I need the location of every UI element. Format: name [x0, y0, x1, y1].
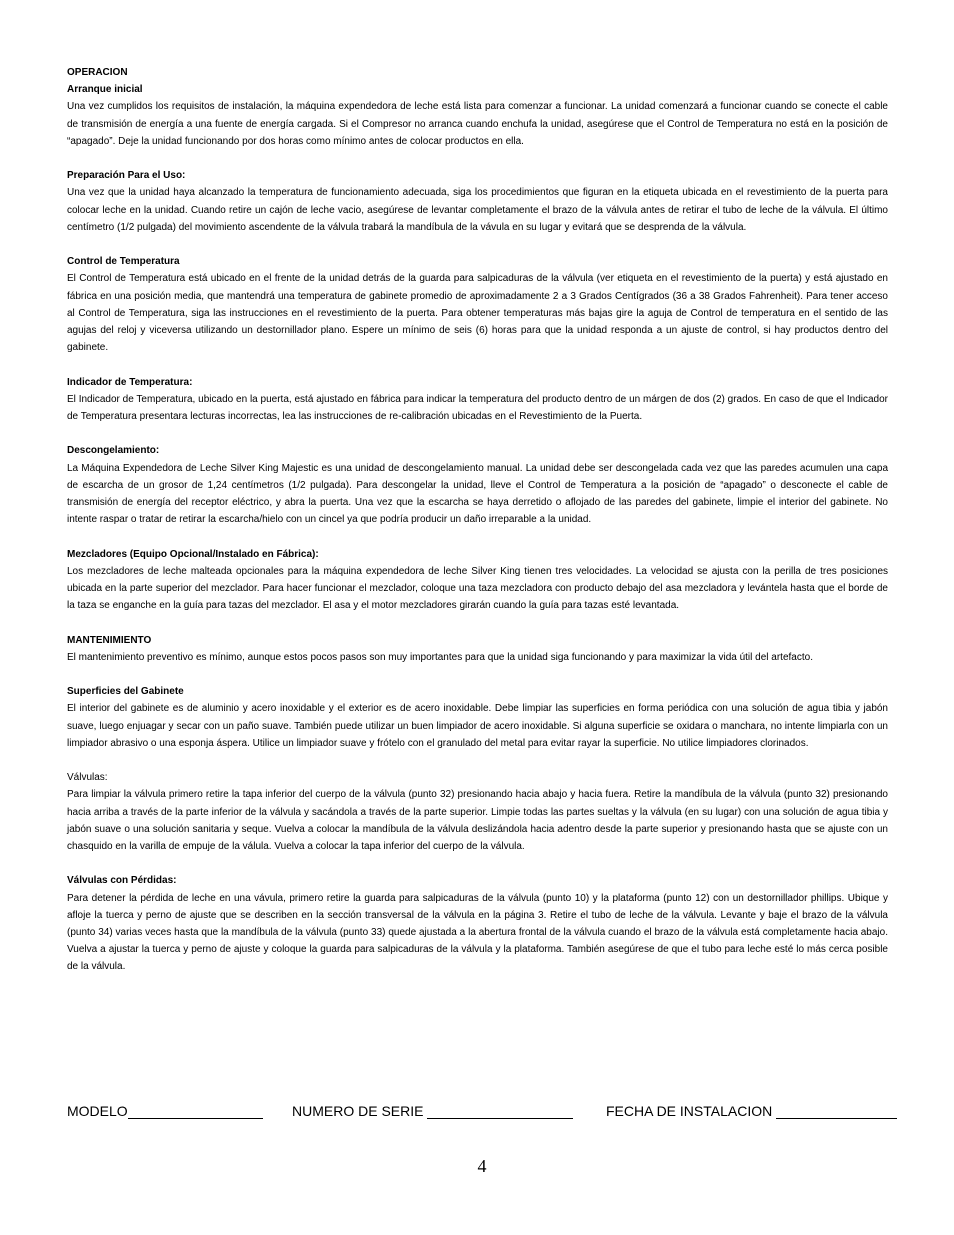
perdidas-title: Válvulas con Pérdidas: [67, 875, 177, 887]
superficies-title: Superficies del Gabinete [67, 686, 184, 698]
mezcladores-title: Mezcladores (Equipo Opcional/Instalado en Fábrica): [67, 548, 319, 560]
page-number: 4 [477, 1156, 487, 1176]
modelo-label: MODELO [67, 1103, 128, 1119]
indicador-title: Indicador de Temperatura: [67, 376, 193, 388]
mantenimiento-body: El mantenimiento preventivo es mínimo, aunque estos pocos pasos son muy importantes para que la unidad siga funcionando y para maximizar la vida útil del artefacto. [67, 651, 813, 663]
document-body [67, 64, 888, 976]
arranque-title: Arranque inicial [67, 84, 143, 96]
registration-fields [67, 1102, 898, 1124]
operacion-heading: OPERACION [67, 67, 128, 78]
mantenimiento-title: MANTENIMIENTO [67, 634, 152, 646]
descongelamiento-body: La Máquina Expendedora de Leche Silver King Majestic es una unidad de descongelamiento manual. La unidad debe ser descongelada cada vez que las paredes acumulen una capa de escarcha de un grosor de 1,24 centímetros (1/2 pulgada). Para descongelar la unidad, lleve el Control de Temperatura a la posición de “apagado” o desconecte el cable de transmisión de energía del receptor eléctrico, y abra la puerta. Una vez que la escarcha se haya derretido o aflojado de las paredes del gabinete, limpie el interior del gabinete. No intente raspar o tratar de retirar la escarcha/hielo con un cincel ya que podría producir un daño irreparable a la unidad. [67, 462, 888, 526]
serie-line[interactable] [427, 1102, 573, 1119]
descongelamiento-title: Descongelamiento: [67, 445, 160, 457]
valvulas-title: Válvulas: [67, 772, 108, 784]
perdidas-body: Para detener la pérdida de leche en una vávula, primero retire la guarda para salpicaduras de la válvula (punto 10) y la plataforma (punto 12) con un destornillador phillips. Ubique y afloje la tuerca y perno de ajuste que se describen en la sección transversal de la válvula en la página 3. Retire el tubo de leche de la válvula. Levante y baje el brazo de la válvula (punto 34) varias veces hasta que la mandíbula de la válvula (punto 33) quede ajustada a la abertura frontal de la válvula cuando el brazo de la válvula está completamente hacia abajo. Vuelva a ajustar la tuerca y perno de ajuste y coloque la guarda para salpicaduras de la válvula y la plataforma. También asegúrese de que el tubo para leche esté lo más cerca posible de la válvula. [67, 892, 888, 973]
serie-label: NUMERO DE SERIE [292, 1103, 424, 1119]
preparacion-body: Una vez que la unidad haya alcanzado la temperatura de funcionamiento adecuada, siga los procedimientos que figuran en la etiqueta ubicada en el revestimiento de la puerta para colocar leche en la unidad. Cuando retire un cajón de leche vacio, asegúrese de levantar completamente el brazo de la válvula antes de retirar el tubo de leche de la válvula. El último centímetro (1/2 pulgada) del movimiento ascendente de la válvula trabará la mandíbula de la vávula en su lugar y evitará que se desprenda de la válvula. [67, 187, 888, 233]
fecha-field[interactable] [606, 1102, 897, 1119]
control-title: Control de Temperatura [67, 256, 180, 268]
mezcladores-body: Los mezcladores de leche malteada opcionales para la máquina expendedora de leche Silver King tienen tres velocidades. La velocidad se ajusta con la perilla de tres posiciones ubicada en la parte superior del mezclador. Para hacer funcionar el mezclador, coloque una taza mezcladora con producto debajo del asa mezcladora y levántela hasta que el borde de la taza se enganche en la guía para tazas del mezclador. El asa y el motor mezcladores girarán cuando la guía para tazas esté levantada. [67, 565, 888, 612]
superficies-body: El interior del gabinete es de aluminio y acero inoxidable y el exterior es de acero inoxidable. Debe limpiar las superficies en forma periódica con una solución de agua tibia y jabón suave, luego enjuagar y secar con un paño suave. También puede utilizar un buen limpiador de acero inoxidable. Si alguna superficie se oxidara o manchara, no intente limpiarla con un limpiador abrasivo o una esponja áspera. Utilice un limpiador suave y frótelo con el granulado del metal para evitar rayar la superficie. No utilice limpiadores clorinados. [67, 703, 888, 749]
control-body: El Control de Temperatura está ubicado en el frente de la unidad detrás de la guarda para salpicaduras de la válvula (ver etiqueta en el revestimiento de la puerta) y está ajustado en fábrica en una posición media, que mantendrá una temperatura de gabinete promedio de aproximadamente 2 a 3 Grados Centígrados (36 a 38 Grados Fahrenheit). Para tener acceso al Control de Temperatura, siga las instrucciones en el revestimiento de la puerta. Para obtener temperaturas más bajas gire la aguja de Control de temperatura en el sentido de las agujas del reloj y viceversa utilizando un destornillador plano. Espere un mínimo de seis (6) horas para que la unidad responda a un ajuste de control, si hay productos dentro del gabinete. [67, 273, 888, 354]
modelo-line[interactable] [128, 1102, 263, 1119]
fecha-label: FECHA DE INSTALACION [606, 1103, 773, 1119]
indicador-body: El Indicador de Temperatura, ubicado en la puerta, está ajustado en fábrica para indicar la temperatura del producto dentro de un márgen de dos (2) grados. En caso de que el Indicador de Temperatura presentara lecturas incorrectas, lea las instrucciones de re-calibración ubicadas en el Revestimiento de la Puerta. [67, 393, 888, 423]
modelo-field[interactable] [67, 1102, 263, 1119]
valvulas-body: Para limpiar la válvula primero retire la tapa inferior del cuerpo de la válvula (punto 32) presionando hacia abajo y hacia fuera. Retire la mandíbula de la válvula (punto 32) presionando hacia arriba a través de la parte inferior de la válvula y sacándola a través de la parte superior. Limpie todas las partes sueltas y la válvula (en su lugar) con una solución de agua tibia y jabón suave o una solución sanitaria y seque. Vuelva a colocar la mandíbula de la válvula deslizándola hacia adentro desde la parte superior y presionando hasta que se ajuste con un chasquido en la varilla de empuje de la válula. Vuelva a colocar la tapa inferior del cuerpo de la válvula. [67, 789, 888, 853]
preparacion-title: Preparación Para el Uso: [67, 170, 186, 182]
arranque-body: Una vez cumplidos los requisitos de instalación, la máquina expendedora de leche está lista para comenzar a funcionar. La unidad comenzará a funcionar cuando se conecte el cable de transmisión de energía a una fuente de energía cargada. Si el Compresor no arranca cuando enchufa la unidad, asegúrese que el Control de Temperatura no está en la posición de “apagado”. Deje la unidad funcionando por dos horas como mínimo antes de colocar productos en ella. [67, 101, 888, 147]
fecha-line[interactable] [776, 1102, 897, 1119]
serie-field[interactable] [292, 1102, 573, 1119]
